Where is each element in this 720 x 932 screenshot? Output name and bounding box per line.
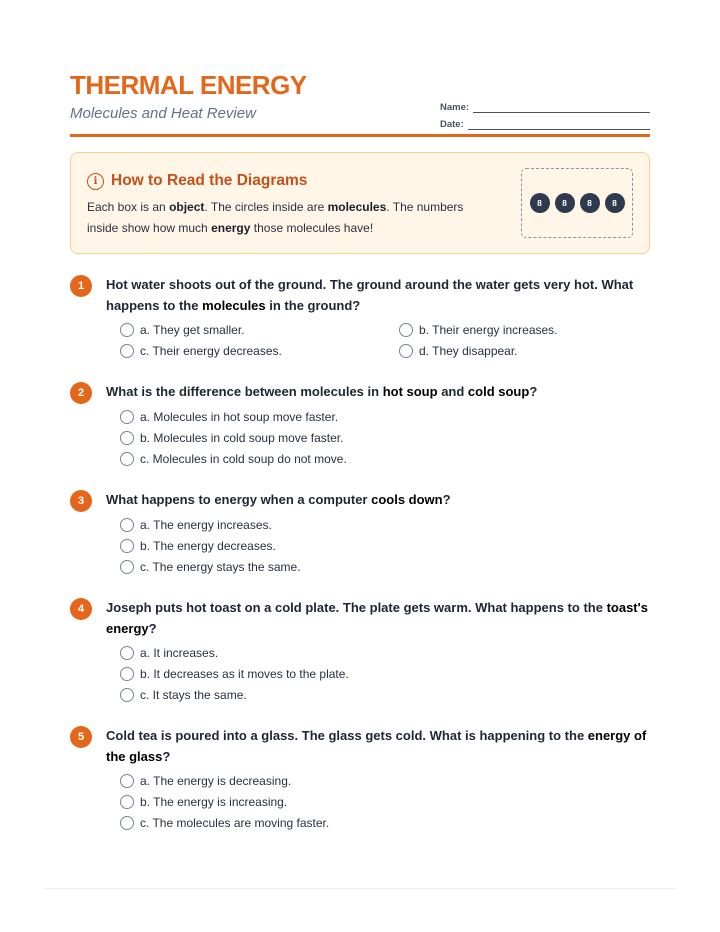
question-text-part: Hot water shoots out of the ground. The ground around the water gets very hot. What happens to the bbox=[106, 277, 634, 313]
option-label: b. The energy is increasing. bbox=[140, 795, 288, 809]
answer-option-b[interactable] bbox=[120, 536, 276, 556]
radio-circle[interactable] bbox=[120, 452, 134, 466]
question-text-part: ? bbox=[148, 621, 157, 636]
radio-circle[interactable] bbox=[120, 518, 134, 532]
radio-circle[interactable] bbox=[120, 646, 134, 660]
callout-text-part: . The circles inside are bbox=[204, 200, 328, 214]
answer-option-c[interactable] bbox=[120, 449, 347, 469]
date-label: Date: bbox=[440, 119, 464, 130]
question-text-part: Joseph puts hot toast on a cold plate. The plate gets warm. What happens to the bbox=[106, 600, 607, 615]
answer-option-b[interactable] bbox=[399, 320, 558, 340]
radio-circle[interactable] bbox=[120, 816, 134, 830]
question-number-badge: 2 bbox=[70, 382, 92, 404]
page-title: THERMAL ENERGY bbox=[70, 70, 307, 100]
question-keyword: toast's energy bbox=[106, 600, 648, 636]
option-label: b. Their energy increases. bbox=[419, 323, 558, 337]
date-field[interactable] bbox=[440, 113, 650, 130]
question-text bbox=[106, 597, 656, 639]
option-label: a. The energy increases. bbox=[140, 518, 272, 532]
question-text bbox=[106, 725, 656, 767]
radio-circle[interactable] bbox=[120, 323, 134, 337]
radio-circle[interactable] bbox=[120, 774, 134, 788]
option-label: c. The energy stays the same. bbox=[140, 560, 301, 574]
question-keyword: cold soup bbox=[467, 384, 530, 399]
question-number-badge: 3 bbox=[70, 490, 92, 512]
option-label: c. The molecules are moving faster. bbox=[140, 816, 330, 830]
question-text-part: ? bbox=[442, 492, 451, 507]
option-label: a. They get smaller. bbox=[140, 323, 245, 337]
radio-circle[interactable] bbox=[120, 539, 134, 553]
question-text bbox=[106, 381, 656, 402]
header-divider bbox=[70, 134, 650, 137]
radio-circle[interactable] bbox=[120, 795, 134, 809]
callout-text bbox=[87, 197, 487, 238]
question-text-part: ? bbox=[529, 384, 538, 399]
question-keyword: cools down bbox=[371, 492, 443, 507]
radio-circle[interactable] bbox=[120, 410, 134, 424]
diagram-callout bbox=[70, 152, 650, 254]
answer-option-c[interactable] bbox=[120, 557, 301, 577]
radio-circle[interactable] bbox=[120, 667, 134, 681]
answer-option-a[interactable] bbox=[120, 771, 291, 791]
question-keyword: energy of the glass bbox=[106, 728, 647, 764]
molecule-circle: 8 bbox=[555, 193, 575, 213]
molecule-circle: 8 bbox=[580, 193, 600, 213]
radio-circle[interactable] bbox=[399, 344, 413, 358]
option-label: c. Their energy decreases. bbox=[140, 344, 282, 358]
answer-option-c[interactable] bbox=[120, 341, 282, 361]
option-label: b. The energy decreases. bbox=[140, 539, 276, 553]
molecule-circle: 8 bbox=[605, 193, 625, 213]
radio-circle[interactable] bbox=[120, 431, 134, 445]
option-label: d. They disappear. bbox=[419, 344, 518, 358]
callout-keyword-molecules: molecules bbox=[327, 200, 387, 214]
option-label: a. The energy is decreasing. bbox=[140, 774, 292, 788]
callout-text-part: those molecules have! bbox=[250, 220, 374, 235]
question-text-part: ? bbox=[162, 749, 171, 764]
question-keyword: molecules bbox=[202, 298, 266, 313]
callout-title: How to Read the Diagrams bbox=[111, 172, 308, 189]
answer-option-b[interactable] bbox=[120, 792, 287, 812]
question-text-part: What is the difference between molecules in bbox=[106, 384, 383, 399]
example-object-box bbox=[521, 168, 633, 238]
answer-option-a[interactable] bbox=[120, 515, 272, 535]
footer-divider bbox=[44, 888, 676, 889]
name-date-fields bbox=[440, 96, 650, 130]
question-number-badge: 5 bbox=[70, 726, 92, 748]
question-keyword: hot soup bbox=[382, 384, 438, 399]
radio-circle[interactable] bbox=[120, 688, 134, 702]
question-number-badge: 4 bbox=[70, 598, 92, 620]
answer-option-c[interactable] bbox=[120, 685, 247, 705]
name-field[interactable] bbox=[440, 96, 650, 113]
callout-keyword-object: object bbox=[169, 200, 205, 214]
radio-circle[interactable] bbox=[120, 560, 134, 574]
callout-header bbox=[87, 172, 307, 190]
option-label: c. It stays the same. bbox=[140, 688, 247, 702]
question-number-badge: 1 bbox=[70, 275, 92, 297]
option-label: b. Molecules in cold soup move faster. bbox=[140, 431, 344, 445]
callout-text-part: Each box is an bbox=[87, 200, 170, 214]
question-text-part: What happens to energy when a computer bbox=[106, 492, 372, 507]
answer-option-c[interactable] bbox=[120, 813, 329, 833]
page-subtitle: Molecules and Heat Review bbox=[70, 105, 256, 122]
question-text-part: and bbox=[437, 384, 468, 399]
radio-circle[interactable] bbox=[399, 323, 413, 337]
molecule-circle: 8 bbox=[530, 193, 550, 213]
option-label: a. It increases. bbox=[140, 646, 219, 660]
radio-circle[interactable] bbox=[120, 344, 134, 358]
answer-option-a[interactable] bbox=[120, 407, 338, 427]
callout-keyword-energy: energy bbox=[211, 220, 251, 235]
answer-option-a[interactable] bbox=[120, 320, 245, 340]
option-label: a. Molecules in hot soup move faster. bbox=[140, 410, 339, 424]
name-line[interactable] bbox=[473, 103, 650, 113]
answer-option-b[interactable] bbox=[120, 664, 349, 684]
question-text bbox=[106, 274, 656, 316]
answer-option-d[interactable] bbox=[399, 341, 518, 361]
question-text-part: Cold tea is poured into a glass. The glass gets cold. What is happening to the bbox=[106, 728, 588, 743]
name-label: Name: bbox=[440, 102, 470, 113]
callout-text-part: . The numbers inside show how much bbox=[87, 200, 464, 235]
option-label: b. It decreases as it moves to the plate. bbox=[140, 667, 349, 681]
question-text bbox=[106, 489, 656, 510]
answer-option-b[interactable] bbox=[120, 428, 343, 448]
info-icon: i bbox=[87, 173, 104, 190]
option-label: c. Molecules in cold soup do not move. bbox=[140, 452, 347, 466]
answer-option-a[interactable] bbox=[120, 643, 218, 663]
question-text-part: in the ground? bbox=[265, 298, 361, 313]
date-line[interactable] bbox=[468, 120, 650, 130]
